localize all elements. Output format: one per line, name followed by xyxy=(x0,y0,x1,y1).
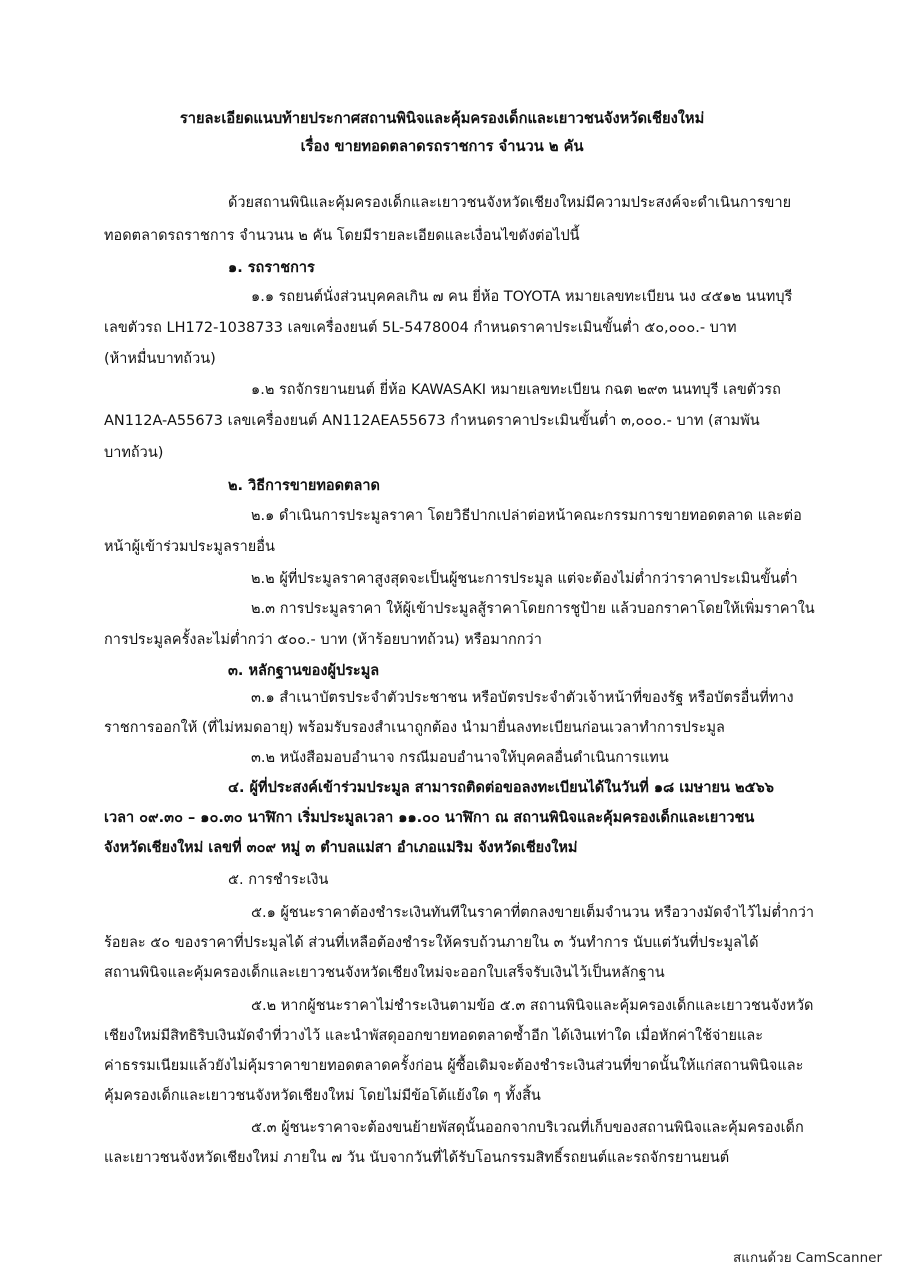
doc-subtitle: เรื่อง ขายทอดตลาดรถราชการ จำนวน ๒ คัน xyxy=(300,137,584,155)
item-1-1-line-1: ๑.๑ รถยนต์นั่งส่วนบุคคลเกิน ๗ คน ยี่ห้อ TOYOTA หมายเลขทะเบียน นง ๔๕๑๒ นนทบุรี xyxy=(251,289,793,305)
item-2-1-line-1: ๒.๑ ดำเนินการประมูลราคา โดยวิธีปากเปล่าต่อหน้าคณะกรรมการขายทอดตลาด และต่อ xyxy=(251,508,802,524)
item-1-2-line-3: บาทถ้วน) xyxy=(104,445,164,461)
item-3-1-line-1: ๓.๑ สำเนาบัตรประจำตัวประชาชน หรือบัตรประจำตัวเจ้าหน้าที่ของรัฐ หรือบัตรอื่นที่ทาง xyxy=(251,690,794,706)
item-1-2-line-2: AN112A-A55673 เลขเครื่องยนต์ AN112AEA55673 กำหนดราคาประเมินขั้นต่ำ ๓,๐๐๐.- บาท (สามพัน xyxy=(104,413,760,429)
item-2-3-line-2: การประมูลครั้งละไม่ต่ำกว่า ๕๐๐.- บาท (ห้าร้อยบาทถ้วน) หรือมากกว่า xyxy=(104,632,542,648)
item-1-1-line-2: เลขตัวรถ LH172-1038733 เลขเครื่องยนต์ 5L-5478004 กำหนดราคาประเมินขั้นต่ำ ๕๐,๐๐๐.- บาท xyxy=(104,320,737,336)
item-5-2-line-4: คุ้มครองเด็กและเยาวชนจังหวัดเชียงใหม่ โดยไม่มีข้อโต้แย้งใด ๆ ทั้งสิ้น xyxy=(104,1088,541,1104)
item-5-1-line-3: สถานพินิจและคุ้มครองเด็กและเยาวชนจังหวัดเชียงใหม่จะออกใบเสร็จรับเงินไว้เป็นหลักฐาน xyxy=(104,965,665,981)
item-1-1-line-3: (ห้าหมื่นบาทถ้วน) xyxy=(104,351,216,367)
section-4-line-3: จังหวัดเชียงใหม่ เลขที่ ๓๐๙ หมู่ ๓ ตำบลแม่สา อำเภอแม่ริม จังหวัดเชียงใหม่ xyxy=(104,840,578,856)
section-1-heading: ๑. รถราชการ xyxy=(228,260,315,276)
item-5-1-line-1: ๕.๑ ผู้ชนะราคาต้องชำระเงินทันทีในราคาที่ตกลงขายเต็มจำนวน หรือวางมัดจำไว้ไม่ต่ำกว่า xyxy=(251,905,815,921)
section-3-heading: ๓. หลักฐานของผู้ประมูล xyxy=(228,663,380,679)
item-2-1-line-2: หน้าผู้เข้าร่วมประมูลรายอื่น xyxy=(104,539,275,555)
doc-title: รายละเอียดแนบท้ายประกาศสถานพินิจและคุ้มครองเด็กและเยาวชนจังหวัดเชียงใหม่ xyxy=(179,109,705,127)
intro-line-2: ทอดตลาดรถราชการ จำนวนน ๒ คัน โดยมีรายละเอียดและเงื่อนไขดังต่อไปนี้ xyxy=(104,228,580,244)
item-2-2: ๒.๒ ผู้ที่ประมูลราคาสูงสุดจะเป็นผู้ชนะการประมูล แต่จะต้องไม่ต่ำกว่าราคาประเมินขั้นต่ำ xyxy=(251,571,798,587)
item-3-1-line-2: ราชการออกให้ (ที่ไม่หมดอายุ) พร้อมรับรองสำเนาถูกต้อง นำมายื่นลงทะเบียนก่อนเวลาทำการประมูล xyxy=(104,720,725,736)
item-5-2-line-1: ๕.๒ หากผู้ชนะราคาไม่ชำระเงินตามข้อ ๕.๓ สถานพินิจและคุ้มครองเด็กและเยาวชนจังหวัด xyxy=(251,998,814,1014)
section-4-line-2: เวลา ๐๙.๓๐ – ๑๐.๓๐ นาฬิกา เริ่มประมูลเวลา ๑๑.๐๐ นาฬิกา ณ สถานพินิจและคุ้มครองเด็กและเยาวชน xyxy=(104,810,755,826)
item-5-3-line-1: ๕.๓ ผู้ชนะราคาจะต้องขนย้ายพัสดุนั้นออกจากบริเวณที่เก็บของสถานพินิจและคุ้มครองเด็ก xyxy=(251,1120,804,1136)
intro-line-1: ด้วยสถานพินิและคุ้มครองเด็กและเยาวชนจังหวัดเชียงใหม่มีความประสงค์จะดำเนินการขาย xyxy=(228,195,792,211)
section-2-heading: ๒. วิธีการขายทอดตลาด xyxy=(228,478,380,494)
item-5-2-line-3: ค่าธรรมเนียมแล้วยังไม่คุ้มราคาขายทอดตลาดครั้งก่อน ผู้ซื้อเดิมจะต้องชำระเงินส่วนที่ขาดนั้นให้แก่สถานพินิจและ xyxy=(104,1058,804,1074)
item-3-2: ๓.๒ หนังสือมอบอำนาจ กรณีมอบอำนาจให้บุคคลอื่นดำเนินการแทน xyxy=(251,750,669,766)
item-2-3-line-1: ๒.๓ การประมูลราคา ให้ผู้เข้าประมูลสู้ราคาโดยการชูป้าย แล้วบอกราคาโดยให้เพิ่มราคาใน xyxy=(251,601,815,617)
section-5-heading: ๕. การชำระเงิน xyxy=(228,872,329,888)
section-4-line-1: ๔. ผู้ที่ประสงค์เข้าร่วมประมูล สามารถติดต่อขอลงทะเบียนได้ในวันที่ ๑๘ เมษายน ๒๕๖๖ xyxy=(228,780,774,796)
item-5-3-line-2: และเยาวชนจังหวัดเชียงใหม่ ภายใน ๗ วัน นับจากวันที่ได้รับโอนกรรมสิทธิ์รถยนต์และรถจักรยานยนต์ xyxy=(104,1150,730,1166)
item-5-2-line-2: เชียงใหม่มีสิทธิริบเงินมัดจำที่วางไว้ และนำพัสดุออกขายทอดตลาดซ้ำอีก ได้เงินเท่าใด เมื่อหักค่าใช้จ่ายและ xyxy=(104,1028,764,1044)
camscanner-watermark: สแกนด้วย CamScanner xyxy=(733,1250,882,1266)
item-1-2-line-1: ๑.๒ รถจักรยานยนต์ ยี่ห้อ KAWASAKI หมายเลขทะเบียน กฉต ๒๙๓ นนทบุรี เลขตัวรถ xyxy=(251,382,781,398)
item-5-1-line-2: ร้อยละ ๕๐ ของราคาที่ประมูลได้ ส่วนที่เหลือต้องชำระให้ครบถ้วนภายใน ๓ วันทำการ นับแต่วันที่ประมูลได้ xyxy=(104,935,759,951)
